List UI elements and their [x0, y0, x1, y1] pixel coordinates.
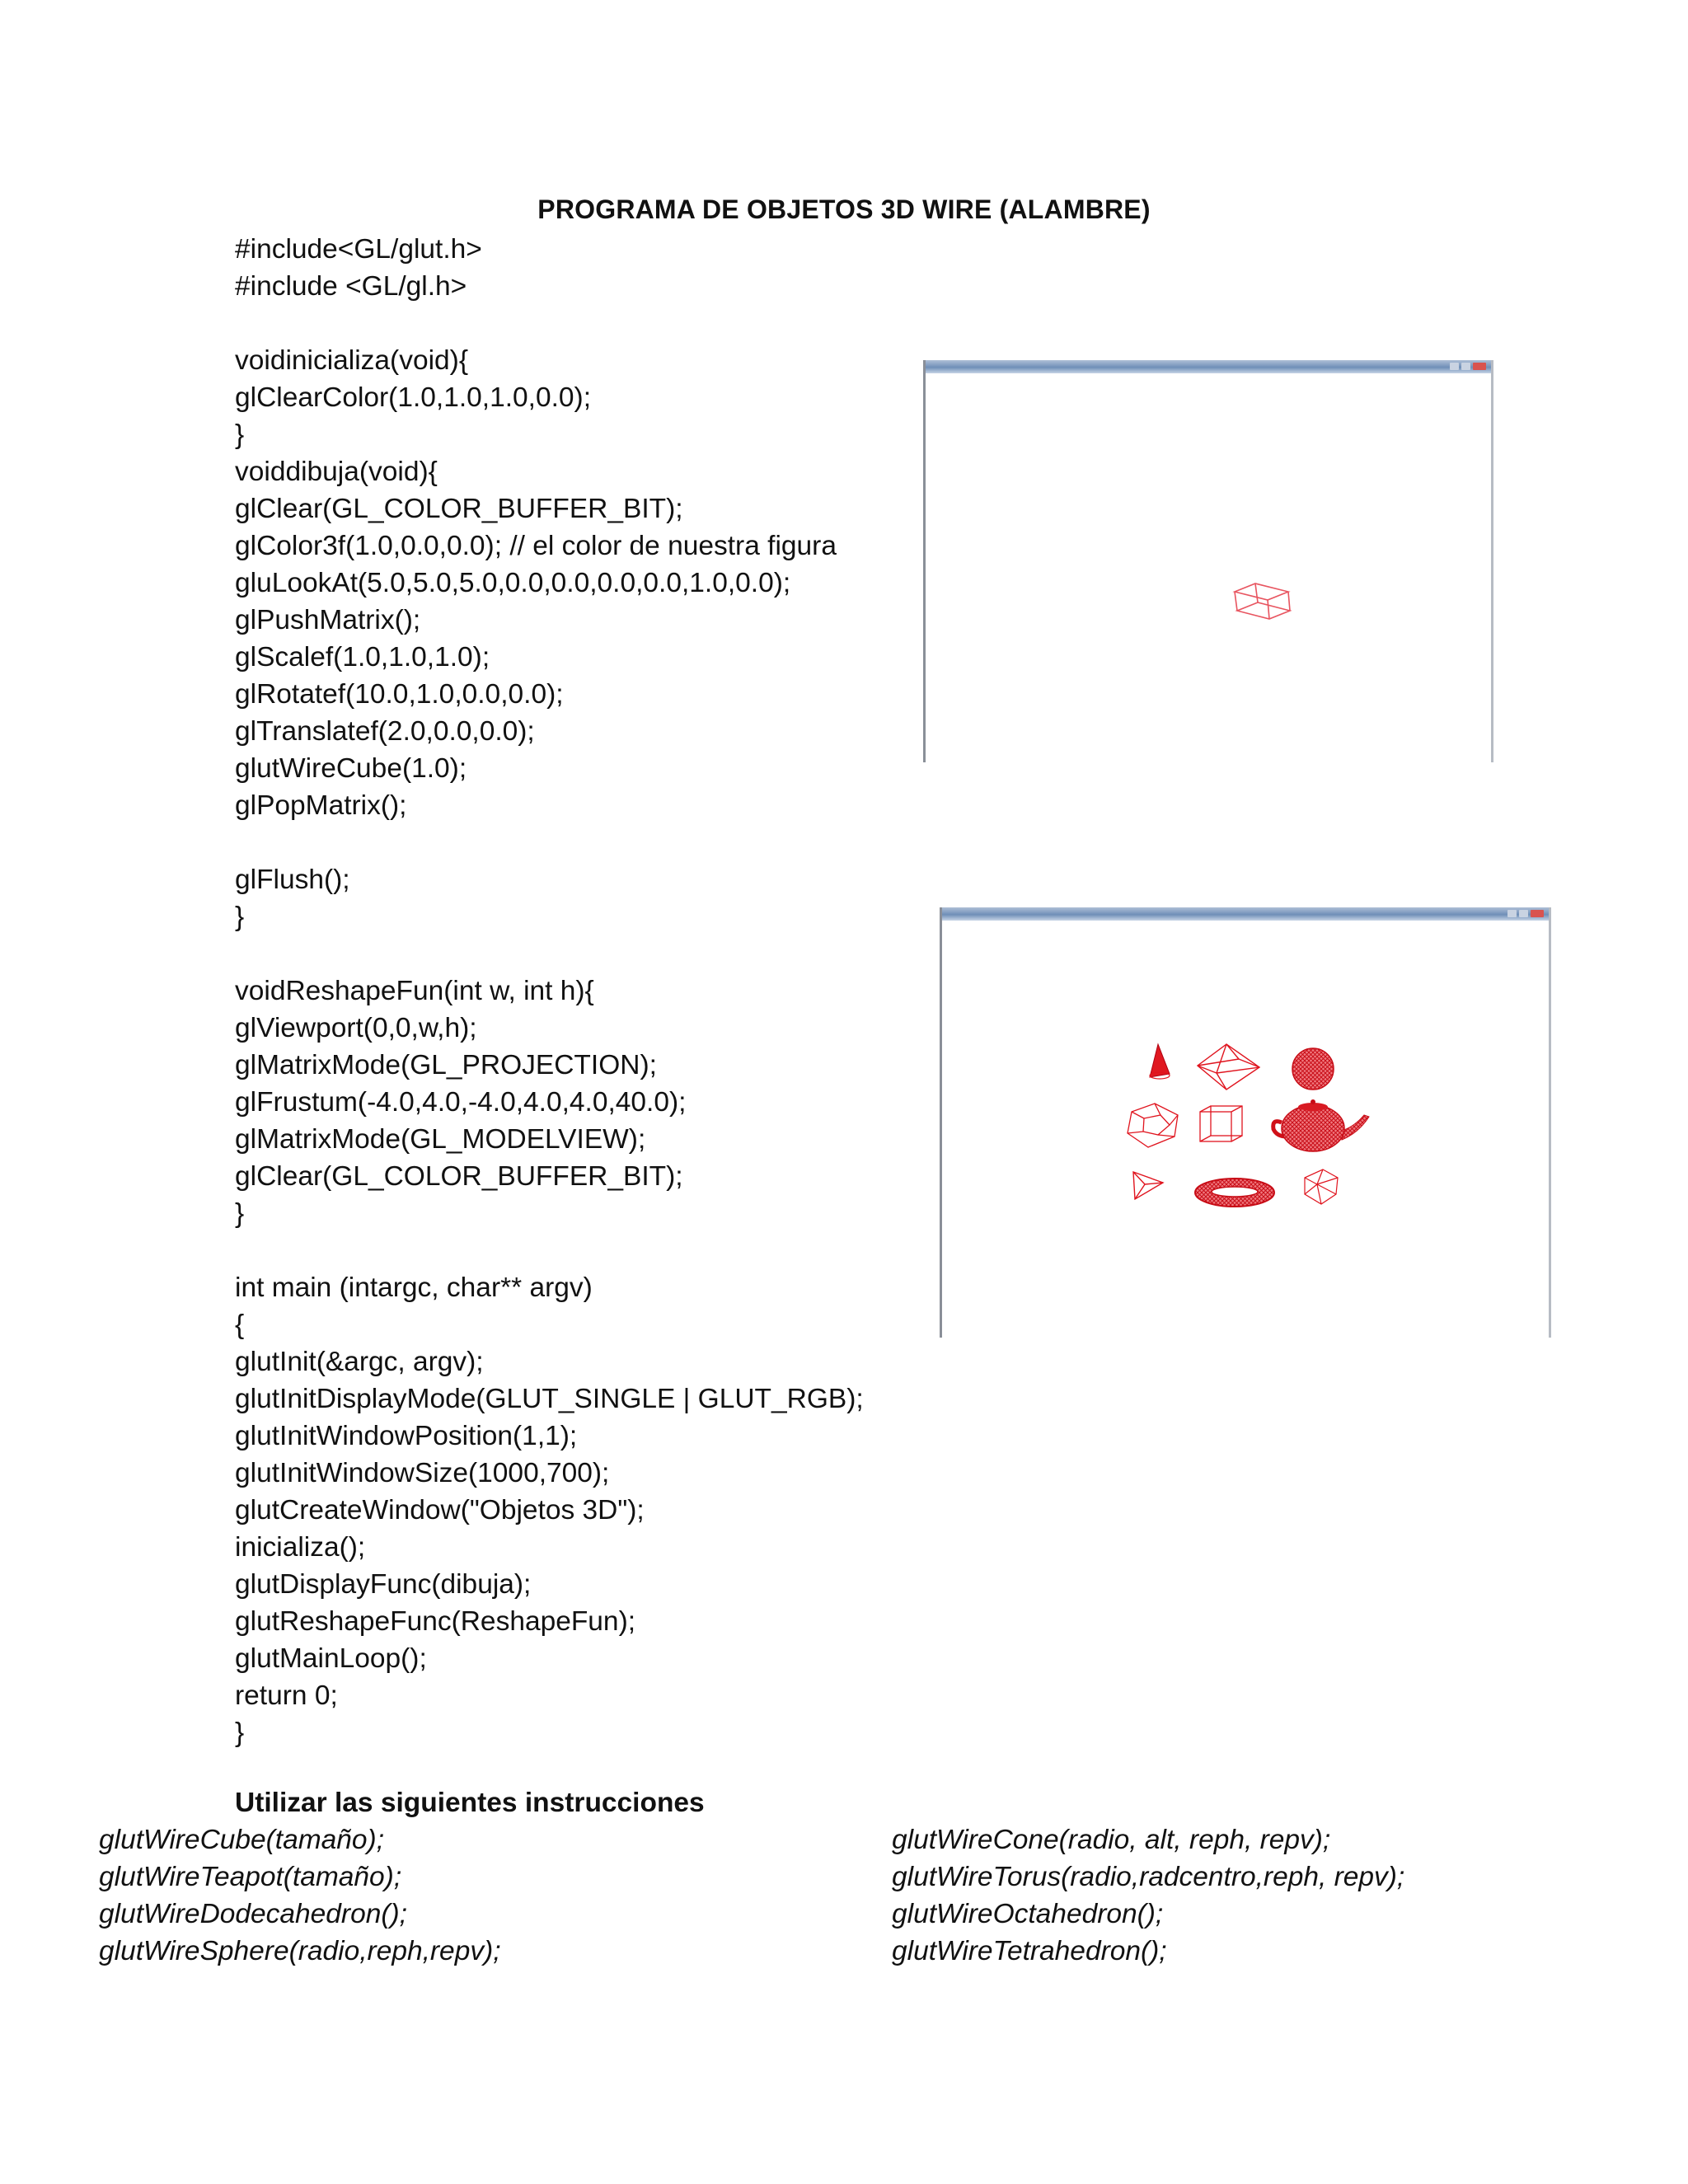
code-line: glMatrixMode(GL_MODELVIEW);: [235, 1124, 646, 1155]
code-line: gluLookAt(5.0,5.0,5.0,0.0,0.0,0.0,0.0,1.0,0.0);: [235, 568, 791, 598]
maximize-icon: [1519, 910, 1528, 917]
code-line: inicializa();: [235, 1532, 366, 1563]
code-line: glClearColor(1.0,1.0,1.0,0.0);: [235, 382, 591, 413]
code-line: glutMainLoop();: [235, 1643, 427, 1674]
document-title: PROGRAMA DE OBJETOS 3D WIRE (ALAMBRE): [537, 194, 1151, 224]
instruction-item: glutWireTeapot(tamaño);: [99, 1862, 402, 1892]
code-line: glutWireCube(1.0);: [235, 753, 467, 784]
code-line: glutDisplayFunc(dibuja);: [235, 1569, 532, 1600]
wire-tetrahedron-shape: [1133, 1172, 1163, 1199]
code-line: voidinicializa(void){: [235, 345, 469, 376]
instruction-item: glutWireDodecahedron();: [99, 1899, 407, 1929]
code-line: }: [235, 419, 245, 450]
wire-sphere-shape: [1292, 1048, 1334, 1090]
wire-octahedron-shape: [1198, 1044, 1259, 1090]
instruction-item: glutWireOctahedron();: [892, 1899, 1164, 1929]
code-line: int main (intargc, char** argv): [235, 1272, 593, 1303]
maximize-icon: [1461, 363, 1470, 370]
render-canvas: [942, 921, 1544, 1338]
instructions-right-column: [892, 1821, 1404, 1970]
code-line: glutInitWindowPosition(1,1);: [235, 1421, 578, 1451]
code-line: {: [235, 1310, 245, 1340]
code-line: [235, 935, 864, 972]
code-line: voiddibuja(void){: [235, 457, 438, 487]
code-line: glClear(GL_COLOR_BUFFER_BIT);: [235, 1161, 683, 1192]
code-line: glutInitDisplayMode(GLUT_SINGLE | GLUT_RGB);: [235, 1384, 864, 1414]
code-line: glColor3f(1.0,0.0,0.0); // el color de nuestra figura: [235, 531, 837, 561]
code-line: return 0;: [235, 1680, 338, 1711]
window-titlebar: [942, 907, 1549, 921]
code-line: [235, 1232, 864, 1269]
wire-cube-shape: [1235, 583, 1290, 619]
code-line: }: [235, 1198, 245, 1229]
code-line: glViewport(0,0,w,h);: [235, 1013, 477, 1043]
code-line: glutCreateWindow("Objetos 3D");: [235, 1495, 645, 1526]
close-icon: [1531, 910, 1544, 917]
code-line: glPushMatrix();: [235, 605, 421, 635]
code-line: glFlush();: [235, 865, 350, 895]
instruction-item: glutWireTorus(radio,radcentro,reph, repv);: [892, 1862, 1405, 1892]
window-controls: [1450, 363, 1486, 371]
window-controls: [1507, 910, 1544, 918]
code-line: [235, 305, 864, 342]
instruction-item: glutWireCube(tamaño);: [99, 1825, 385, 1855]
code-listing: [235, 231, 864, 1751]
code-line: glutReshapeFunc(ReshapeFun);: [235, 1606, 636, 1637]
code-line: glutInit(&argc, argv);: [235, 1347, 484, 1377]
code-line: glClear(GL_COLOR_BUFFER_BIT);: [235, 494, 683, 524]
wire-cube-shape: [1200, 1106, 1242, 1141]
wire-cone-shape: [1150, 1044, 1170, 1079]
code-line: voidReshapeFun(int w, int h){: [235, 976, 594, 1006]
code-line: glMatrixMode(GL_PROJECTION);: [235, 1050, 657, 1080]
code-line: glPopMatrix();: [235, 790, 407, 821]
screenshot-window-cube: [923, 360, 1493, 762]
instructions-heading: Utilizar las siguientes instrucciones: [235, 1788, 705, 1818]
minimize-icon: [1450, 363, 1459, 370]
code-line: glScalef(1.0,1.0,1.0);: [235, 642, 490, 673]
code-line: glRotatef(10.0,1.0,0.0,0.0);: [235, 679, 564, 710]
code-line: }: [235, 902, 245, 932]
wire-torus-shape: [1195, 1179, 1274, 1207]
instruction-item: glutWireTetrahedron();: [892, 1936, 1167, 1966]
window-titlebar: [926, 360, 1491, 373]
minimize-icon: [1507, 910, 1517, 917]
wire-teapot-shape: [1273, 1099, 1369, 1151]
wire-icosahedron-shape: [1305, 1169, 1338, 1204]
close-icon: [1473, 363, 1486, 370]
instruction-item: glutWireSphere(radio,reph,repv);: [99, 1936, 501, 1966]
code-line: #include<GL/glut.h>: [235, 234, 482, 265]
code-line: glutInitWindowSize(1000,700);: [235, 1458, 610, 1488]
code-line: }: [235, 1718, 245, 1748]
wire-dodecahedron-shape: [1128, 1104, 1178, 1147]
instructions-left-column: [99, 1821, 501, 1970]
code-line: glTranslatef(2.0,0.0,0.0);: [235, 716, 535, 747]
instruction-item: glutWireCone(radio, alt, reph, repv);: [892, 1825, 1331, 1855]
code-line: [235, 824, 864, 861]
screenshot-window-objects: [940, 907, 1551, 1338]
render-canvas: [926, 373, 1486, 762]
code-line: glFrustum(-4.0,4.0,-4.0,4.0,4.0,40.0);: [235, 1087, 687, 1118]
code-line: #include <GL/gl.h>: [235, 271, 467, 302]
